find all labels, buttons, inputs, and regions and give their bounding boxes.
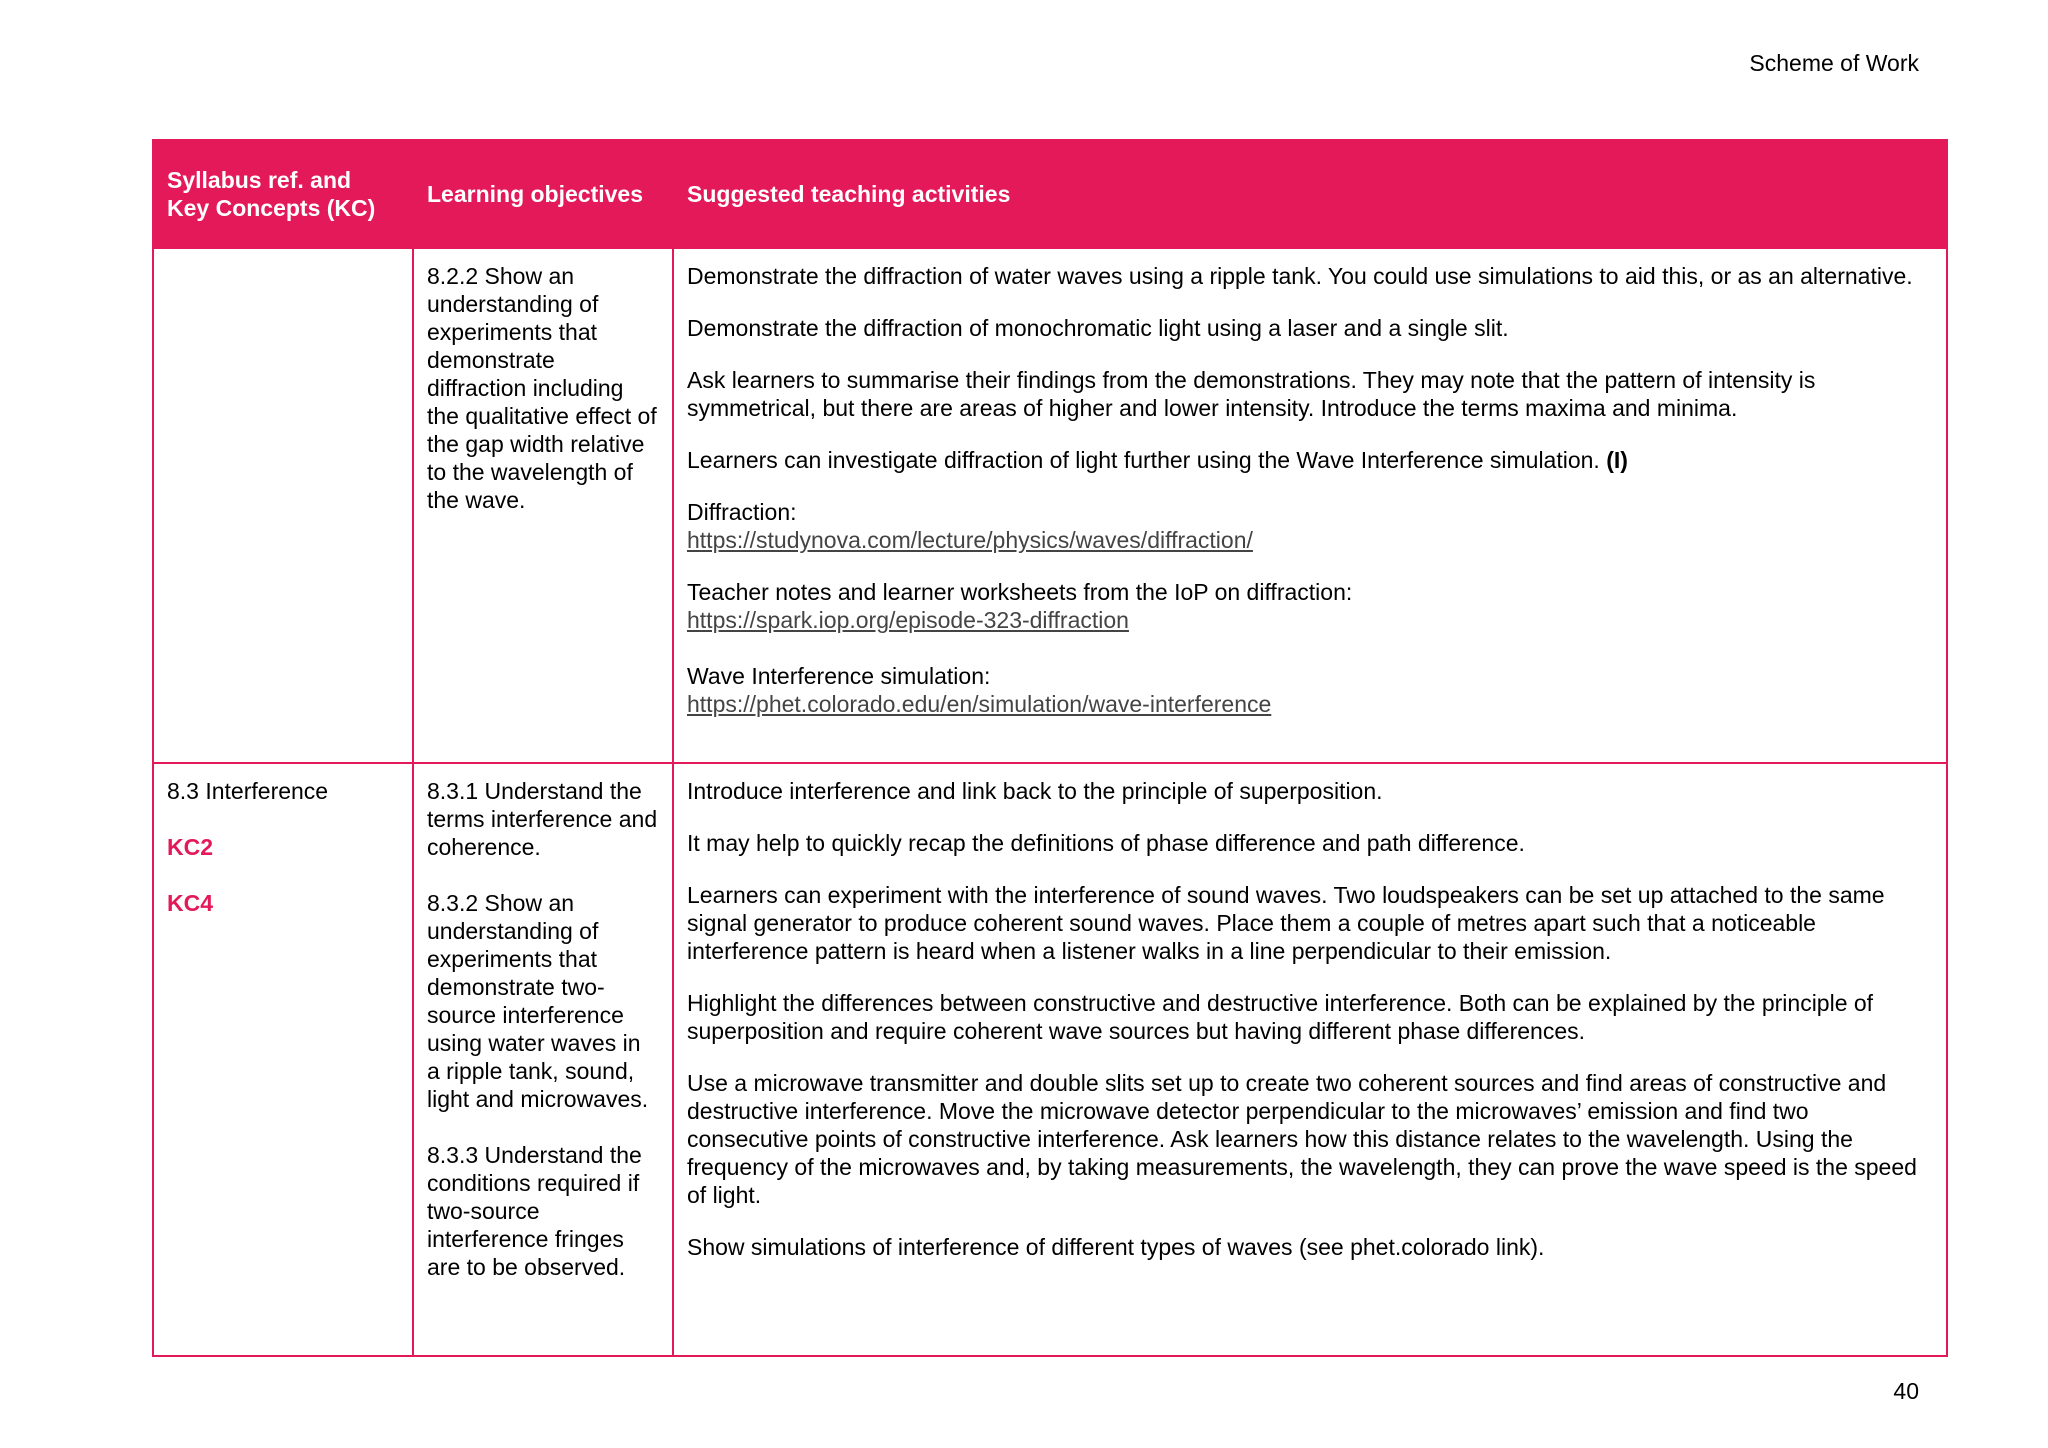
activity-text: Demonstrate the diffraction of monochromatic light using a laser and a single slit. (687, 315, 1509, 341)
studynova-link[interactable]: https://studynova.com/lecture/physics/waves/diffraction/ (687, 527, 1253, 553)
learning-objective: 8.3.3 Understand the conditions required if two-source interference fringes are to be observed. (427, 1142, 642, 1280)
table-row (153, 248, 1947, 763)
learning-objective: 8.2.2 Show an understanding of experiments that demonstrate diffraction including the qualitative effect of the gap width relative to the wavelength of the wave. (427, 263, 657, 513)
resource-label: Diffraction: (687, 499, 797, 525)
activities-cell (673, 763, 1947, 1356)
syllabus-cell (153, 763, 413, 1356)
column-header-activities: Suggested teaching activities (673, 140, 1947, 248)
resource-iop (687, 578, 1933, 634)
independent-tag: (I) (1606, 447, 1628, 473)
key-concept: KC2 (167, 834, 214, 860)
scheme-of-work-table (152, 139, 1948, 1357)
table-row (153, 763, 1947, 1356)
column-header-syllabus: Syllabus ref. and Key Concepts (KC) (153, 140, 413, 248)
syllabus-cell (153, 248, 413, 763)
table-header-row (153, 140, 1947, 248)
activity-text: Highlight the differences between constructive and destructive interference. Both can be explained by the principle of superposition and require coherent wave sources but having different phase differences. (687, 990, 1874, 1044)
activities-cell (673, 248, 1947, 763)
phet-link[interactable]: https://phet.colorado.edu/en/simulation/wave-interference (687, 691, 1272, 717)
activity-text: Demonstrate the diffraction of water waves using a ripple tank. You could use simulations to aid this, or as an alternative. (687, 263, 1913, 289)
learning-objective: 8.3.1 Understand the terms interference and coherence. (427, 778, 658, 860)
resource-phet (687, 662, 1933, 718)
iop-link[interactable]: https://spark.iop.org/episode-323-diffraction (687, 607, 1129, 633)
resource-label: Wave Interference simulation: (687, 663, 991, 689)
activity-text: It may help to quickly recap the definitions of phase difference and path difference. (687, 830, 1525, 856)
activity-text: Introduce interference and link back to the principle of superposition. (687, 778, 1383, 804)
resource-label: Teacher notes and learner worksheets from the IoP on diffraction: (687, 579, 1353, 605)
activity-text: Show simulations of interference of different types of waves (see phet.colorado link). (687, 1234, 1545, 1260)
activity-text-with-tag (687, 446, 1933, 474)
activity-text: Use a microwave transmitter and double slits set up to create two coherent sources and find areas of constructive and destructive interference. Move the microwave detector perpendicular to the microwaves’ emission and find two consecutive points of constructive interference. Ask learners how this distance relates to the wavelength. Using the frequency of the microwaves and, by taking measurements, the wavelength, they can prove the wave speed is the speed of light. (687, 1070, 1917, 1208)
key-concept: KC4 (167, 890, 214, 916)
document-header: Scheme of Work (1749, 50, 1919, 76)
objectives-cell (413, 763, 673, 1356)
activity-text: Ask learners to summarise their findings from the demonstrations. They may note that the pattern of intensity is symmetrical, but there are areas of higher and lower intensity. Introduce the terms maxima and minima. (687, 367, 1816, 421)
activity-text: Learners can investigate diffraction of light further using the Wave Interference simulation. (687, 447, 1600, 473)
syllabus-ref: 8.3 Interference (167, 778, 329, 804)
objectives-cell (413, 248, 673, 763)
column-header-objectives: Learning objectives (413, 140, 673, 248)
page-number: 40 (1893, 1378, 1919, 1404)
resource-diffraction (687, 498, 1933, 554)
learning-objective: 8.3.2 Show an understanding of experiments that demonstrate two-source interference using water waves in a ripple tank, sound, light and microwaves. (427, 890, 649, 1112)
activity-text: Learners can experiment with the interference of sound waves. Two loudspeakers can be set up attached to the same signal generator to produce coherent sound waves. Place them a couple of metres apart such that a noticeable interference pattern is heard when a listener walks in a line perpendicular to their emission. (687, 882, 1885, 964)
